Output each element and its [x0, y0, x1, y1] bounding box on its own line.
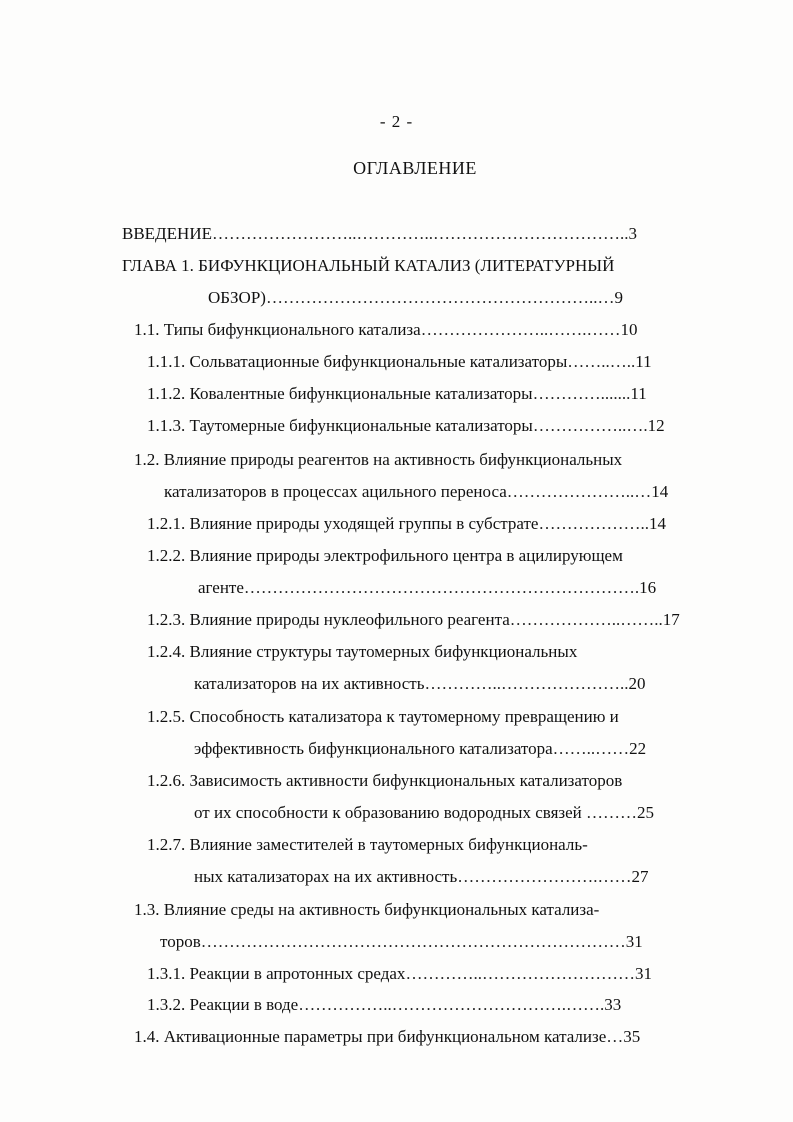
toc-entry-leader: ……..…..: [567, 352, 636, 371]
toc-entry-leader: …………………….……: [457, 867, 632, 886]
toc-entry: [194, 674, 645, 694]
toc-entry: [147, 352, 652, 372]
toc-entry-title: катализаторов на их активность: [194, 674, 425, 693]
toc-entry-page: 25: [637, 803, 654, 822]
toc-entry-title: 1.2.5. Способность катализатора к таутомерному превращению и: [147, 707, 619, 726]
toc-entry-page: 12: [647, 416, 665, 435]
toc-entry: [147, 771, 622, 791]
toc-entry-page: 20: [628, 674, 646, 693]
toc-entry-title: 1.2.4. Влияние структуры таутомерных бифункциональных: [147, 642, 578, 661]
toc-entry: [194, 867, 648, 887]
toc-entry: [147, 514, 666, 534]
toc-entry-page: 9: [614, 288, 623, 307]
toc-entry: [147, 642, 577, 662]
toc-entry-leader: …………………..…….……: [420, 320, 621, 339]
toc-entry-page: 14: [648, 514, 666, 533]
toc-entry: [160, 932, 643, 952]
toc-entry: [134, 900, 599, 920]
toc-entry-title: 1.1.2. Ковалентные бифункциональные катализаторы: [147, 384, 533, 403]
toc-entry-title: ВВЕДЕНИЕ: [122, 224, 212, 243]
toc-entry: [147, 610, 680, 630]
toc-entry: [122, 224, 637, 244]
toc-entry-title: ГЛАВА 1. БИФУНКЦИОНАЛЬНЫЙ КАТАЛИЗ (ЛИТЕРАТУРНЫЙ: [122, 256, 615, 275]
toc-entry: [147, 416, 665, 436]
toc-entry-leader: …………………..…: [506, 482, 652, 501]
toc-entry-leader: …: [606, 1027, 624, 1046]
toc-entry-page: 11: [630, 384, 647, 403]
toc-entry-title: 1.2.2. Влияние природы электрофильного центра в ацилирующем: [147, 546, 623, 565]
toc-entry-title: 1.3.1. Реакции в апротонных средах: [147, 964, 406, 983]
toc-entry-title: 1.4. Активационные параметры при бифункциональном катализе: [134, 1027, 607, 1046]
toc-entry: [147, 964, 652, 984]
toc-entry-leader: ……………..………………………….…….: [298, 995, 605, 1014]
toc-entry-leader: …………………………………………………………….: [243, 578, 640, 597]
toc-entry-leader: …………..…………………..: [424, 674, 629, 693]
toc-entry-title: торов: [160, 932, 201, 951]
toc-entry: [147, 995, 621, 1015]
toc-entry-title: 1.1.1. Сольватационные бифункциональные катализаторы: [147, 352, 568, 371]
toc-entry-leader: ………………..: [538, 514, 649, 533]
toc-entry: [147, 546, 623, 566]
toc-entry: [164, 482, 668, 502]
toc-entry-page: 35: [623, 1027, 641, 1046]
toc-entry-title: агенте: [198, 578, 244, 597]
toc-entry: [147, 707, 619, 727]
toc-entry-page: 33: [604, 995, 622, 1014]
toc-entry: [194, 803, 654, 823]
toc-entry: [134, 450, 622, 470]
toc-entry-title: 1.3. Влияние среды на активность бифункциональных катализа-: [134, 900, 600, 919]
toc-entry-title: 1.2.3. Влияние природы нуклеофильного реагента: [147, 610, 510, 629]
toc-entry-title: ных катализаторах на их активность: [194, 867, 458, 886]
toc-entry-page: 16: [639, 578, 657, 597]
toc-entry-title: 1.1. Типы бифункционального катализа: [134, 320, 421, 339]
toc-entry-title: 1.3.2. Реакции в воде: [147, 995, 299, 1014]
toc-entry-title: 1.2.6. Зависимость активности бифункциональных катализаторов: [147, 771, 623, 790]
toc-entry-title: эффективность бифункционального катализатора: [194, 739, 553, 758]
toc-entry-page: 14: [651, 482, 669, 501]
toc-entry-leader: ……………..….: [532, 416, 648, 435]
toc-entry-page: 11: [635, 352, 652, 371]
toc-entry: [194, 739, 646, 759]
toc-entry-page: 17: [662, 610, 680, 629]
toc-entry-page: 3: [628, 224, 637, 243]
toc-entry-title: 1.2. Влияние природы реагентов на активность бифункциональных: [134, 450, 623, 469]
page-number: - 2 -: [379, 112, 414, 131]
toc-entry-title: ОБЗОР): [208, 288, 266, 307]
toc-entry-title: 1.2.1. Влияние природы уходящей группы в субстрате: [147, 514, 539, 533]
toc-entry-page: 27: [631, 867, 649, 886]
toc-entry-title: 1.1.3. Таутомерные бифункциональные катализаторы: [147, 416, 533, 435]
toc-entry: [198, 578, 656, 598]
toc-entry-leader: ……………………..…………..……………………………..: [211, 224, 629, 243]
toc-entry-title: 1.2.7. Влияние заместителей в таутомерных бифункциональ-: [147, 835, 588, 854]
toc-entry-page: 31: [634, 964, 652, 983]
toc-entry-title: от их способности к образованию водородных связей: [194, 803, 582, 822]
toc-entry: [147, 384, 647, 404]
toc-entry: [122, 256, 614, 276]
toc-entry-page: 22: [629, 739, 647, 758]
page-title: ОГЛАВЛЕНИЕ: [353, 158, 477, 178]
toc-entry-leader: …………………………………………………………………: [200, 932, 626, 951]
toc-entry-leader: …………………………………………………..…: [265, 288, 615, 307]
toc-entry-page: 31: [625, 932, 643, 951]
toc-entry-title: катализаторов в процессах ацильного переноса: [164, 482, 507, 501]
toc-entry-leader: ……..……: [552, 739, 630, 758]
toc-entry-leader: ………………..……..: [509, 610, 663, 629]
toc-entry-page: 10: [620, 320, 638, 339]
toc-entry: [134, 320, 637, 340]
toc-entry-leader: …………..………………………: [405, 964, 635, 983]
toc-entry-leader: ………: [581, 803, 637, 822]
toc-entry-leader: ………….......: [532, 384, 631, 403]
toc-entry: [147, 835, 588, 855]
toc-entry: [208, 288, 623, 308]
toc-entry: [134, 1027, 640, 1047]
